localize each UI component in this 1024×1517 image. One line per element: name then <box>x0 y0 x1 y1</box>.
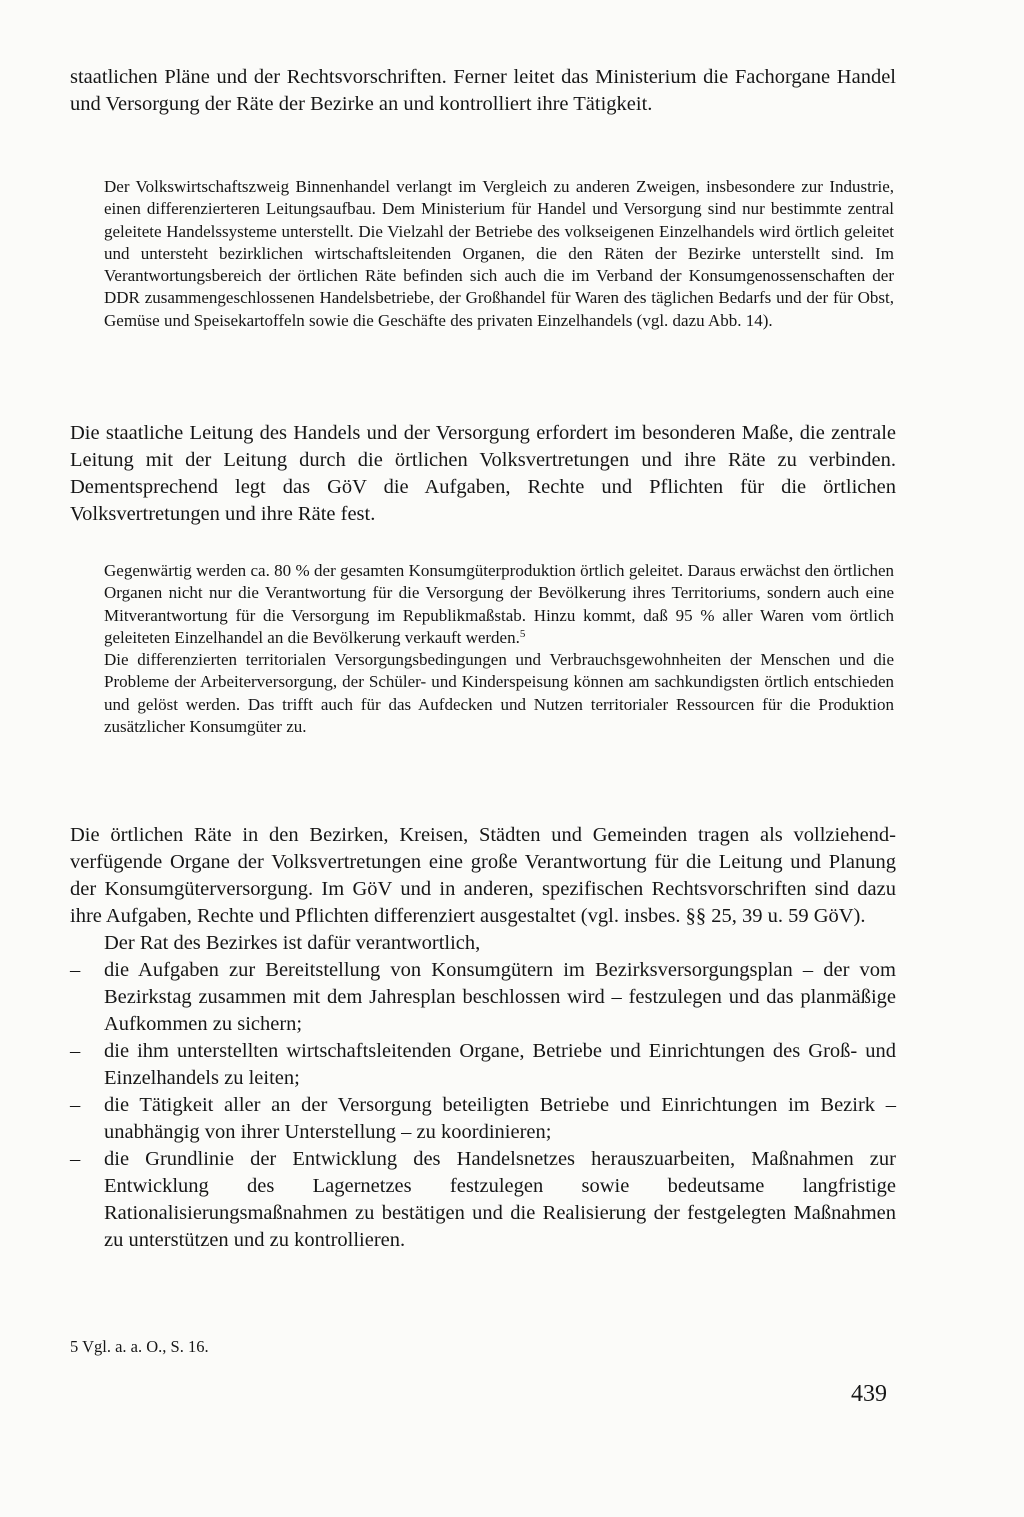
responsibility-list <box>70 957 896 1254</box>
list-item-text: die Grundlinie der Entwicklung des Handelsnetzes herauszuarbeiten, Maßnahmen zur Entwicklung des Lagernetzes festzulegen sowie bedeutsame langfristige Rationalisierungsmaßnahmen zu bestätigen und die Realisierung der festgelegten Maßnahmen zu unterstützen und zu kontrollieren. <box>104 1148 896 1251</box>
footnote: 5 Vgl. a. a. O., S. 16. <box>70 1337 209 1356</box>
dash-bullet: – <box>70 1094 81 1116</box>
dash-bullet: – <box>70 1040 81 1062</box>
paragraph-ministry-control: staatlichen Pläne und der Rechtsvorschriften. Ferner leitet das Ministerium die Fachorgane Handel und Versorgung der Räte der Bezirke an und kontrolliert ihre Tätigkeit. <box>70 66 896 115</box>
list-item <box>70 1038 896 1092</box>
list-item-text: die Tätigkeit aller an der Versorgung beteiligten Betriebe und Einrichtungen im Bezirk – unabhängig von ihrer Unterstellung – zu koordinieren; <box>104 1094 896 1143</box>
dash-bullet: – <box>70 1148 81 1170</box>
list-item-text: die ihm unterstellten wirtschaftsleitenden Organe, Betriebe und Einrichtungen des Groß- und Einzelhandels zu leiten; <box>104 1040 896 1089</box>
paragraph-consumer-goods-share <box>104 560 894 649</box>
page-number: 439 <box>851 1381 887 1407</box>
paragraph-binnenhandel-structure: Der Volkswirtschaftszweig Binnenhandel verlangt im Vergleich zu anderen Zweigen, insbesondere zur Industrie, einen differenzierteren Leitungsaufbau. Dem Ministerium für Handel und Versorgung sind nur bestimmte zentral geleitete Handelssysteme unterstellt. Die Vielzahl der Betriebe des volkseigenen Einzelhandels wird örtlich geleitet und untersteht bezirklichen wirtschaftsleitenden Organen, die den Räten der Bezirke unterstellt sind. Im Verantwortungsbereich der örtlichen Räte befinden sich auch die im Verband der Konsumgenossenschaften der DDR zusammengeschlossenen Handelsbetriebe, der Großhandel für Waren des täglichen Bedarfs und der für Obst, Gemüse und Speisekartoffeln sowie die Geschäfte des privaten Einzelhandels (vgl. dazu Abb. 14). <box>104 177 894 330</box>
list-item <box>70 1146 896 1254</box>
footnote-reference: 5 <box>519 627 526 640</box>
paragraph-territorial-conditions: Die differenzierten territorialen Versorgungsbedingungen und Verbrauchsgewohnheiten der Menschen und die Probleme der Arbeiterversorgung, der Schüler- und Kinderspeisung können am sachkundigsten örtlich entschieden und gelöst werden. Das trifft auch für das Aufdecken und Nutzen territorialer Ressourcen für die Produktion zusätzlicher Konsumgüter zu. <box>104 650 894 737</box>
paragraph-bezirk-council-intro: Der Rat des Bezirkes ist dafür verantwortlich, <box>104 932 481 954</box>
list-item <box>70 957 896 1038</box>
main-text-block-local-councils <box>70 822 896 1254</box>
paragraph-state-management: Die staatliche Leitung des Handels und der Versorgung erfordert im besonderen Maße, die zentrale Leitung mit der Leitung durch die örtlichen Volksvertretungen und ihre Räte zu verbinden. Dementsprechend legt das GöV die Aufgaben, Rechte und Pflichten für die örtlichen Volksvertretungen und ihre Räte fest. <box>70 422 896 525</box>
paragraph-consumer-goods-share-text: Gegenwärtig werden ca. 80 % der gesamten Konsumgüterproduktion örtlich geleitet. Daraus erwächst den örtlichen Organen nicht nur die Verantwortung für die Versorgung der Bevölkerung ihres Territoriums, sondern auch eine Mitverantwortung für die Versorgung im Republikmaßstab. Hinzu kommt, daß 95 % aller Waren vom örtlich geleiteten Einzelhandel an die Bevölkerung verkauft werden. <box>104 561 894 647</box>
list-item <box>70 1092 896 1146</box>
paragraph-local-councils: Die örtlichen Räte in den Bezirken, Kreisen, Städten und Gemeinden tragen als vollziehend-verfügende Organe der Volksvertretungen eine große Verantwortung für die Leitung und Planung der Konsumgüterversorgung. Im GöV und in anderen, spezifischen Rechtsvorschriften sind dazu ihre Aufgaben, Rechte und Pflichten differenziert ausgestaltet (vgl. insbes. §§ 25, 39 u. 59 GöV). <box>70 824 896 927</box>
small-print-block-local-organs <box>104 560 894 738</box>
dash-bullet: – <box>70 959 81 981</box>
list-item-text: die Aufgaben zur Bereitstellung von Konsumgütern im Bezirksversorgungsplan – der vom Bezirkstag zusammen mit dem Jahresplan beschlossen wird – festzulegen und das planmäßige Aufkommen zu sichern; <box>104 959 896 1035</box>
